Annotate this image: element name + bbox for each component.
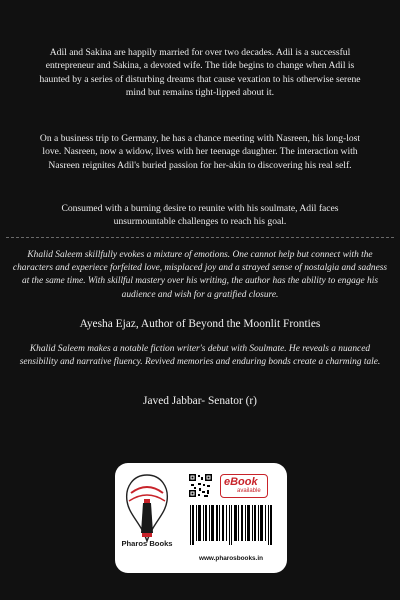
- synopsis-paragraph-1: Adil and Sakina are happily married for over two decades. Adil is a successful entrepreneur and Sakina, a devoted wife. The tide begins to change when Adil is haunted by a series of disturbing dreams that cause vexation to his otherwise serene mind but remains tight-lipped about it.: [39, 47, 361, 99]
- synopsis-paragraph-2: On a business trip to Germany, he has a chance meeting with Nasreen, his long-lost love. Nasreen, now a widow, lives with her teenage daughter. The interaction with Nasreen reignites Adil's buried passion for her-akin to discovering his real self.: [39, 133, 361, 171]
- ebook-badge-sub: available: [237, 488, 261, 494]
- review-quote-2: Khalid Saleem makes a notable fiction writer's debut with Soulmate. He reveals a nuanced sensibility and narrative fluency. Revived memories and enduring bonds create a charming tale.: [19, 344, 381, 368]
- review-quote-1: Khalid Saleem skillfully evokes a mixture of emotions. One cannot help but connect with the characters and experiece forfeited love, misplaced joy and a strayed sense of nostalgia and sadness at the same time. With skillful mastery over his writing, the author has the ability to engage his audience and wish for a gratified closure.: [12, 250, 388, 300]
- ebook-badge-label: eBook: [224, 476, 258, 488]
- synopsis-paragraph-3: Consumed with a burning desire to reunite with his soulmate, Adil faces unsurmountable challenges to reach his goal.: [61, 203, 339, 228]
- review-author-1: Ayesha Ejaz, Author of Beyond the Moonlit Fronties: [79, 318, 321, 330]
- publisher-url[interactable]: www.pharosbooks.in: [198, 555, 264, 562]
- ebook-badge: [220, 474, 268, 498]
- publisher-panel: [115, 463, 287, 573]
- section-divider: [6, 237, 394, 238]
- publisher-name: Pharos Books: [121, 539, 173, 548]
- review-author-2: Javed Jabbar- Senator (r): [143, 395, 257, 407]
- qr-code-icon: [188, 473, 213, 498]
- barcode-icon: [188, 505, 274, 551]
